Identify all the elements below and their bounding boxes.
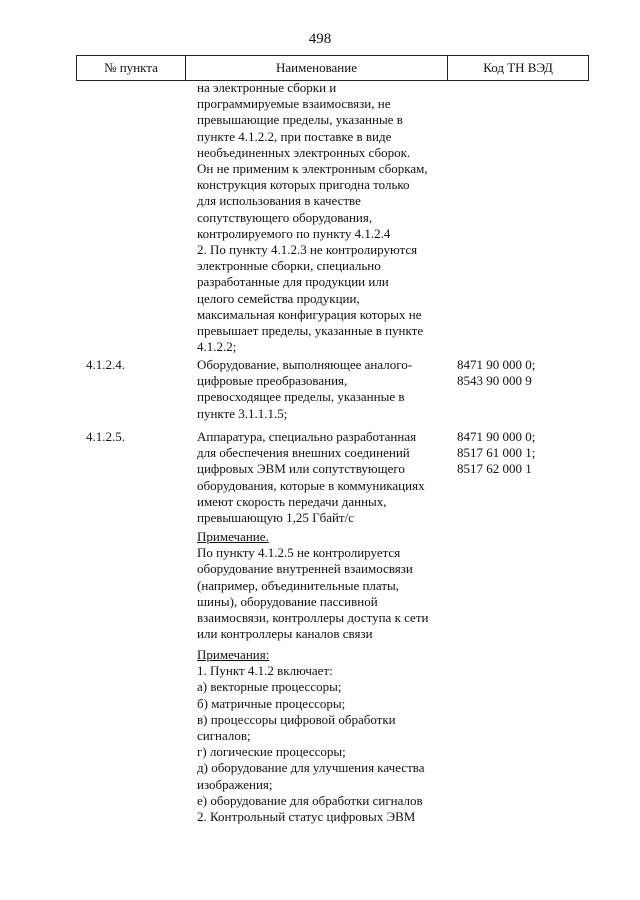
text-line: шины), оборудование пассивной [197,593,378,609]
text-line: пункте 4.1.2.2, при поставке в виде [197,128,392,144]
text-line: превышающие пределы, указанные в [197,112,403,128]
item-codes-4124 [457,357,587,389]
note-heading: Примечание. [197,529,269,544]
code-line: 8471 90 000 0; [457,429,536,444]
text-line: превышающую 1,25 Гбайт/с [197,510,354,526]
text-line: превышает пределы, указанные в пункте [197,323,424,339]
item-number-4124: 4.1.2.4. [86,357,125,372]
code-line: 8517 61 000 1; [457,445,536,461]
text-line: а) векторные процессоры; [197,679,342,695]
text-line: 1. Пункт 4.1.2 включает: [197,663,333,679]
text-line: Оборудование, выполняющее аналого- [197,357,413,372]
text-line: оборудования, которые в коммуникациях [197,477,425,493]
code-line: 8471 90 000 0; [457,357,536,372]
text-line: г) логические процессоры; [197,744,346,760]
text-line: имеют скорость передачи данных, [197,493,387,509]
text-line: на электронные сборки и [197,80,337,95]
text-line: Он не применим к электронным сборкам, [197,161,428,177]
text-line: оборудование внутренней взаимосвязи [197,561,413,577]
text-line: д) оборудование для улучшения качества [197,760,425,776]
page-number: 498 [308,31,332,47]
text-line: цифровые преобразования, [197,373,348,389]
text-line: программируемые взаимосвязи, не [197,96,391,112]
text-line: конструкция которых пригодна только [197,177,410,193]
notes-heading: Примечания: [197,647,270,662]
text-line: разработанные для продукции или [197,274,389,290]
item-codes-4125 [457,429,587,478]
item-number-4125: 4.1.2.5. [86,429,125,444]
text-line: необъединенных электронных сборок. [197,144,411,160]
code-line: 8517 62 000 1 [457,461,532,477]
text-line: цифровых ЭВМ или сопутствующего [197,461,405,477]
text-line: превосходящее пределы, указанные в [197,389,405,405]
text-line: для обеспечения внешних соединений [197,445,410,461]
item-text-4125 [197,429,457,526]
notes-plural [197,647,457,825]
code-line: 8543 90 000 9 [457,373,532,389]
note-single [197,529,457,642]
text-line: для использования в качестве [197,193,361,209]
text-line: или контроллеры каналов связи [197,626,373,642]
text-line: (например, объединительные платы, [197,577,400,593]
header-code-column: Код ТН ВЭД [483,60,553,75]
text-line: сопутствующего оборудования, [197,209,373,225]
header-number-column: № пункта [77,56,186,80]
text-line: контролируемого по пункту 4.1.2.4 [197,225,391,241]
text-line: максимальная конфигурация которых не [197,306,422,322]
continuation-text [197,80,457,355]
text-line: б) матричные процессоры; [197,695,346,711]
text-line: 2. По пункту 4.1.2.3 не контролируются [197,242,418,258]
text-line: целого семейства продукции, [197,290,360,306]
text-line: Аппаратура, специально разработанная [197,429,417,444]
header-name-column: Наименование [186,56,448,80]
table-header [76,55,589,81]
item-text-4124 [197,357,457,422]
text-line: взаимосвязи, контроллеры доступа к сети [197,610,429,626]
text-line: По пункту 4.1.2.5 не контролируется [197,545,401,561]
text-line: пункте 3.1.1.1.5; [197,405,288,421]
text-line: изображения; [197,776,273,792]
text-line: е) оборудование для обработки сигналов [197,792,423,808]
text-line: сигналов; [197,728,251,744]
text-line: 2. Контрольный статус цифровых ЭВМ [197,809,416,825]
text-line: 4.1.2.2; [197,339,237,355]
text-line: электронные сборки, специально [197,258,381,274]
text-line: в) процессоры цифровой обработки [197,711,396,727]
